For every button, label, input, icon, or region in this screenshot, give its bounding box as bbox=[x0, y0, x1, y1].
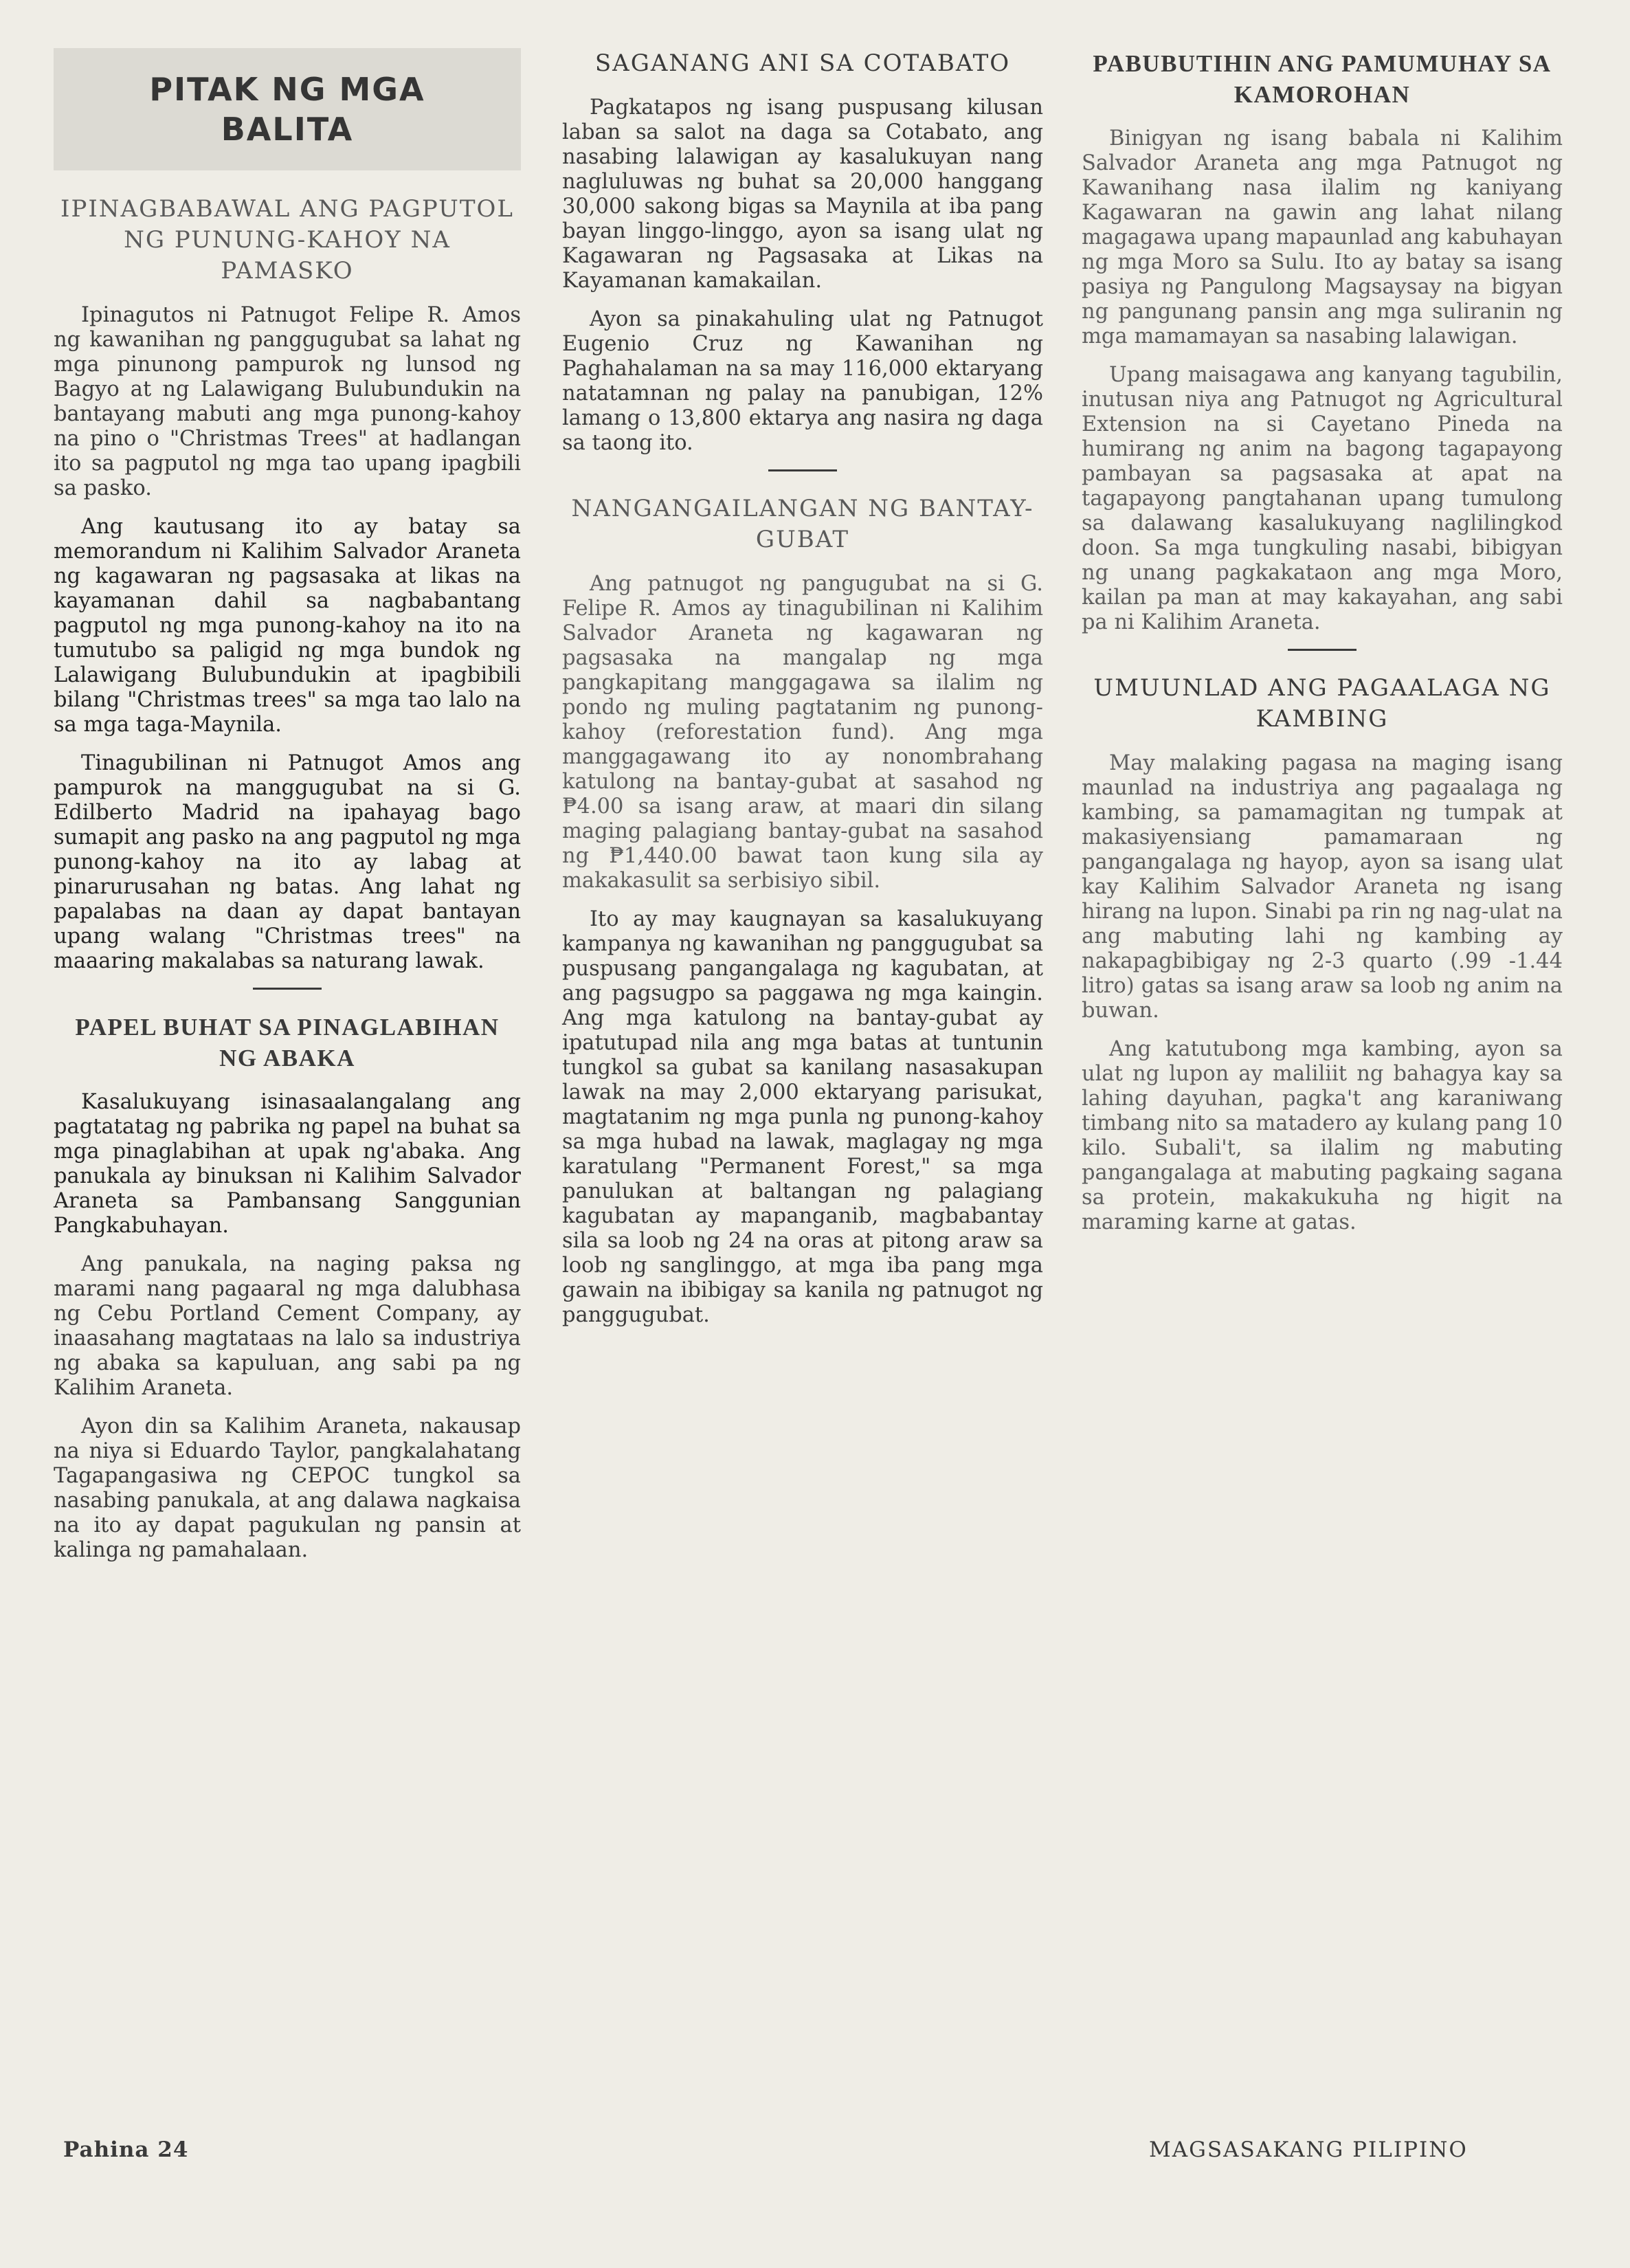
article-paragraph: Ang kautusang ito ay batay sa memorandum ni Kalihim Salvador Araneta ng kagawaran ng pagsasaka at likas na kayamanan dahil sa nagbabantang pagputol ng mga punong-kahoy na ito na tumutubo sa paligid ng mga bundok ng Lalawigang Bulubundukin at ipagbibili bilang "Christmas trees" sa mga tao lalo na sa mga taga-Maynila. bbox=[54, 515, 521, 737]
article-paragraph: Ang panukala, na naging paksa ng marami nang pagaaral ng mga dalubhasa ng Cebu Portland Cement Company, ay inaasahang magtataas na lalo sa industriya ng abaka sa kapuluan, ang sabi pa ng Kalihim Araneta. bbox=[54, 1252, 521, 1400]
article-heading: UMUUNLAD ANG PAGAALAGA NG KAMBING bbox=[1093, 674, 1551, 733]
article-heading: IPINAGBABAWAL ANG PAGPUTOL NG PUNUNG-KAHOY NA PAMASKO bbox=[60, 195, 514, 285]
article-paragraph: Kasalukuyang isinasaalangalang ang pagtatatag ng pabrika ng papel na buhat sa mga pinaglabihan at upak ng'abaka. Ang panukala ay binuksan ni Kalihim Salvador Araneta sa Pambansang Sanggunian Pangkabuhayan. bbox=[54, 1090, 521, 1238]
column-right bbox=[1082, 48, 1563, 1249]
article-heading: PAPEL BUHAT SA PINAGLABIHAN NG ABAKA bbox=[75, 1014, 500, 1071]
section-divider bbox=[1288, 649, 1357, 651]
section-banner bbox=[54, 48, 521, 170]
article-paragraph: Ang katutubong mga kambing, ayon sa ulat ng lupon ay maliliit ng bahagya kay sa lahing dayuhan, pagka't ang karaniwang timbang nito sa matadero ay kulang pang 10 kilo. Subali't, sa ilalim ng mabuting pangangalaga at mabuting pagkaing sagana sa protein, makakukuha ng higit na maraming karne at gatas. bbox=[1082, 1037, 1563, 1234]
article-cotabato bbox=[562, 48, 1043, 456]
column-left bbox=[54, 48, 521, 1577]
page-number: Pahina 24 bbox=[63, 2137, 189, 2162]
article-paragraph: Ayon sa pinakahuling ulat ng Patnugot Eugenio Cruz ng Kawanihan ng Paghahalaman na sa may 116,000 ektaryang natatamnan ng palay na panubigan, 12% lamang o 13,800 ektarya ang nasira ng daga sa taong ito. bbox=[562, 307, 1043, 455]
article-heading: SAGANANG ANI SA COTABATO bbox=[594, 49, 1011, 77]
banner-line-2: BALITA bbox=[221, 111, 354, 148]
article-paragraph: May malaking pagasa na maging isang maunlad na industriya ang pagaalaga ng kambing, sa pamamagitan ng tumpak at makasiyensiang pamamaraan ng pangangalaga ng hayop, ayon sa isang ulat kay Kalihim Salvador Araneta ng isang hirang na lupon. Sinabi pa rin ng nag-ulat na ang mabuting lahi ng kambing ay nakapagbibigay ng 2-3 quarto (.99 -1.44 litro) gatas sa isang araw sa loob ng anim na buwan. bbox=[1082, 751, 1563, 1023]
article-kamorohan bbox=[1082, 48, 1563, 635]
article-paragraph: Tinagubilinan ni Patnugot Amos ang pampurok na manggugubat na si G. Edilberto Madrid na ipahayag bago sumapit ang pasko na ang pagputol ng mga punong-kahoy na ito ay labag at pinarurusahan ng batas. Ang lahat ng papalabas na daan ay dapat bantayan upang walang "Christmas trees" na maaaring makalabas sa naturang lawak. bbox=[54, 751, 521, 973]
article-paragraph: Ipinagutos ni Patnugot Felipe R. Amos ng kawanihan ng panggugubat sa lahat ng mga pinunong pampurok ng lunsod ng Bagyo at ng Lalawigang Bulubundukin na bantayang mabuti ang mga punong-kahoy na pino o "Christmas Trees" at hadlangan ito sa pagputol ng mga tao upang ipagbili sa pasko. bbox=[54, 303, 521, 500]
article-pamasko bbox=[54, 194, 521, 974]
article-abaka bbox=[54, 1012, 521, 1563]
article-heading: PABUBUTIHIN ANG PAMUMUHAY SA KAMOROHAN bbox=[1093, 50, 1552, 108]
section-divider bbox=[768, 469, 837, 471]
banner-line-1: PITAK NG MGA bbox=[149, 71, 425, 108]
section-divider bbox=[253, 988, 322, 990]
article-paragraph: Pagkatapos ng isang puspusang kilusan laban sa salot na daga sa Cotabato, ang nasabing lalawigan ay kasalukuyan nang nagluluwas ng buhat sa 20,000 hanggang 30,000 sakong bigas sa Maynila at iba pang bayan linggo-linggo, ayon sa isang ulat ng Kagawaran ng Pagsasaka at Likas na Kayamanan kamakailan. bbox=[562, 96, 1043, 293]
article-kambing bbox=[1082, 673, 1563, 1235]
article-paragraph: Upang maisagawa ang kanyang tagubilin, inutusan niya ang Patnugot ng Agricultural Extension na si Cayetano Pineda na humirang ng anim na bagong tagapayong pambayan sa pagsasaka at apat na tagapayong pangtahanan upang tumulong sa dalawang kasalukuyang naglilingkod doon. Sa mga tungkuling nasabi, bibigyan ng unang pagkakataon ang mga Moro, kailan pa man at may kakayahan, ang sabi pa ni Kalihim Araneta. bbox=[1082, 363, 1563, 634]
article-paragraph: Ito ay may kaugnayan sa kasalukuyang kampanya ng kawanihan ng panggugubat sa puspusang pangangalaga ng kagubatan, at ang pagsugpo sa paggawa ng mga kaingin. Ang mga katulong na bantay-gubat ay ipatutupad nila ang mga batas at tuntunin tungkol sa gubat sa kanilang nasasakupan lawak na may 2,000 ektaryang parisukat, magtatanim ng mga punla ng punong-kahoy sa mga hubad na lawak, maglagay ng mga karatulang "Permanent Forest," sa mga panulukan at baltangan ng palagiang kagubatan ay mapanganib, magbabantay sila sa loob ng 24 na oras at pitong araw sa loob ng sanglinggo, at mga iba pang mga gawain na ibibigay sa kanila ng patnugot ng panggugubat. bbox=[562, 907, 1043, 1327]
column-middle bbox=[562, 48, 1043, 1342]
publication-name: MAGSASAKANG PILIPINO bbox=[1149, 2137, 1468, 2162]
article-heading: NANGANGAILANGAN NG BANTAY-GUBAT bbox=[571, 495, 1034, 553]
article-paragraph: Binigyan ng isang babala ni Kalihim Salvador Araneta ang mga Patnugot ng Kawanihang nasa ilalim ng kaniyang Kagawaran na gawin ang lahat nilang magagawa upang mapaunlad ang kabuhayan ng mga Moro sa Sulu. Ito ay batay sa isang pasiya ng Pangulong Magsaysay na bigyan ng pangunang pansin ang mga suliranin ng mga mamamayan sa nasabing lalawigan. bbox=[1082, 126, 1563, 348]
article-paragraph: Ang patnugot ng pangugubat na si G. Felipe R. Amos ay tinagubilinan ni Kalihim Salvador Araneta ng kagawaran ng pagsasaka na mangalap ng mga pangkapitang manggagawa sa ilalim ng pondo ng muling pagtatanim ng punong-kahoy (reforestation fund). Ang mga manggagawang ito ay nonombrahang katulong na bantay-gubat at sasahod ng ₱4.00 sa isang araw, at maari din silang maging palagiang bantay-gubat na sasahod ng ₱1,440.00 bawat taon kung sila ay makakasulit sa serbisiyo sibil. bbox=[562, 572, 1043, 893]
article-bantay-gubat bbox=[562, 493, 1043, 1328]
article-paragraph: Ayon din sa Kalihim Araneta, nakausap na niya si Eduardo Taylor, pangkalahatang Tagapangasiwa ng CEPOC tungkol sa nasabing panukala, at ang dalawa nagkaisa na ito ay dapat pagukulan ng pansin at kalinga ng pamahalaan. bbox=[54, 1414, 521, 1562]
